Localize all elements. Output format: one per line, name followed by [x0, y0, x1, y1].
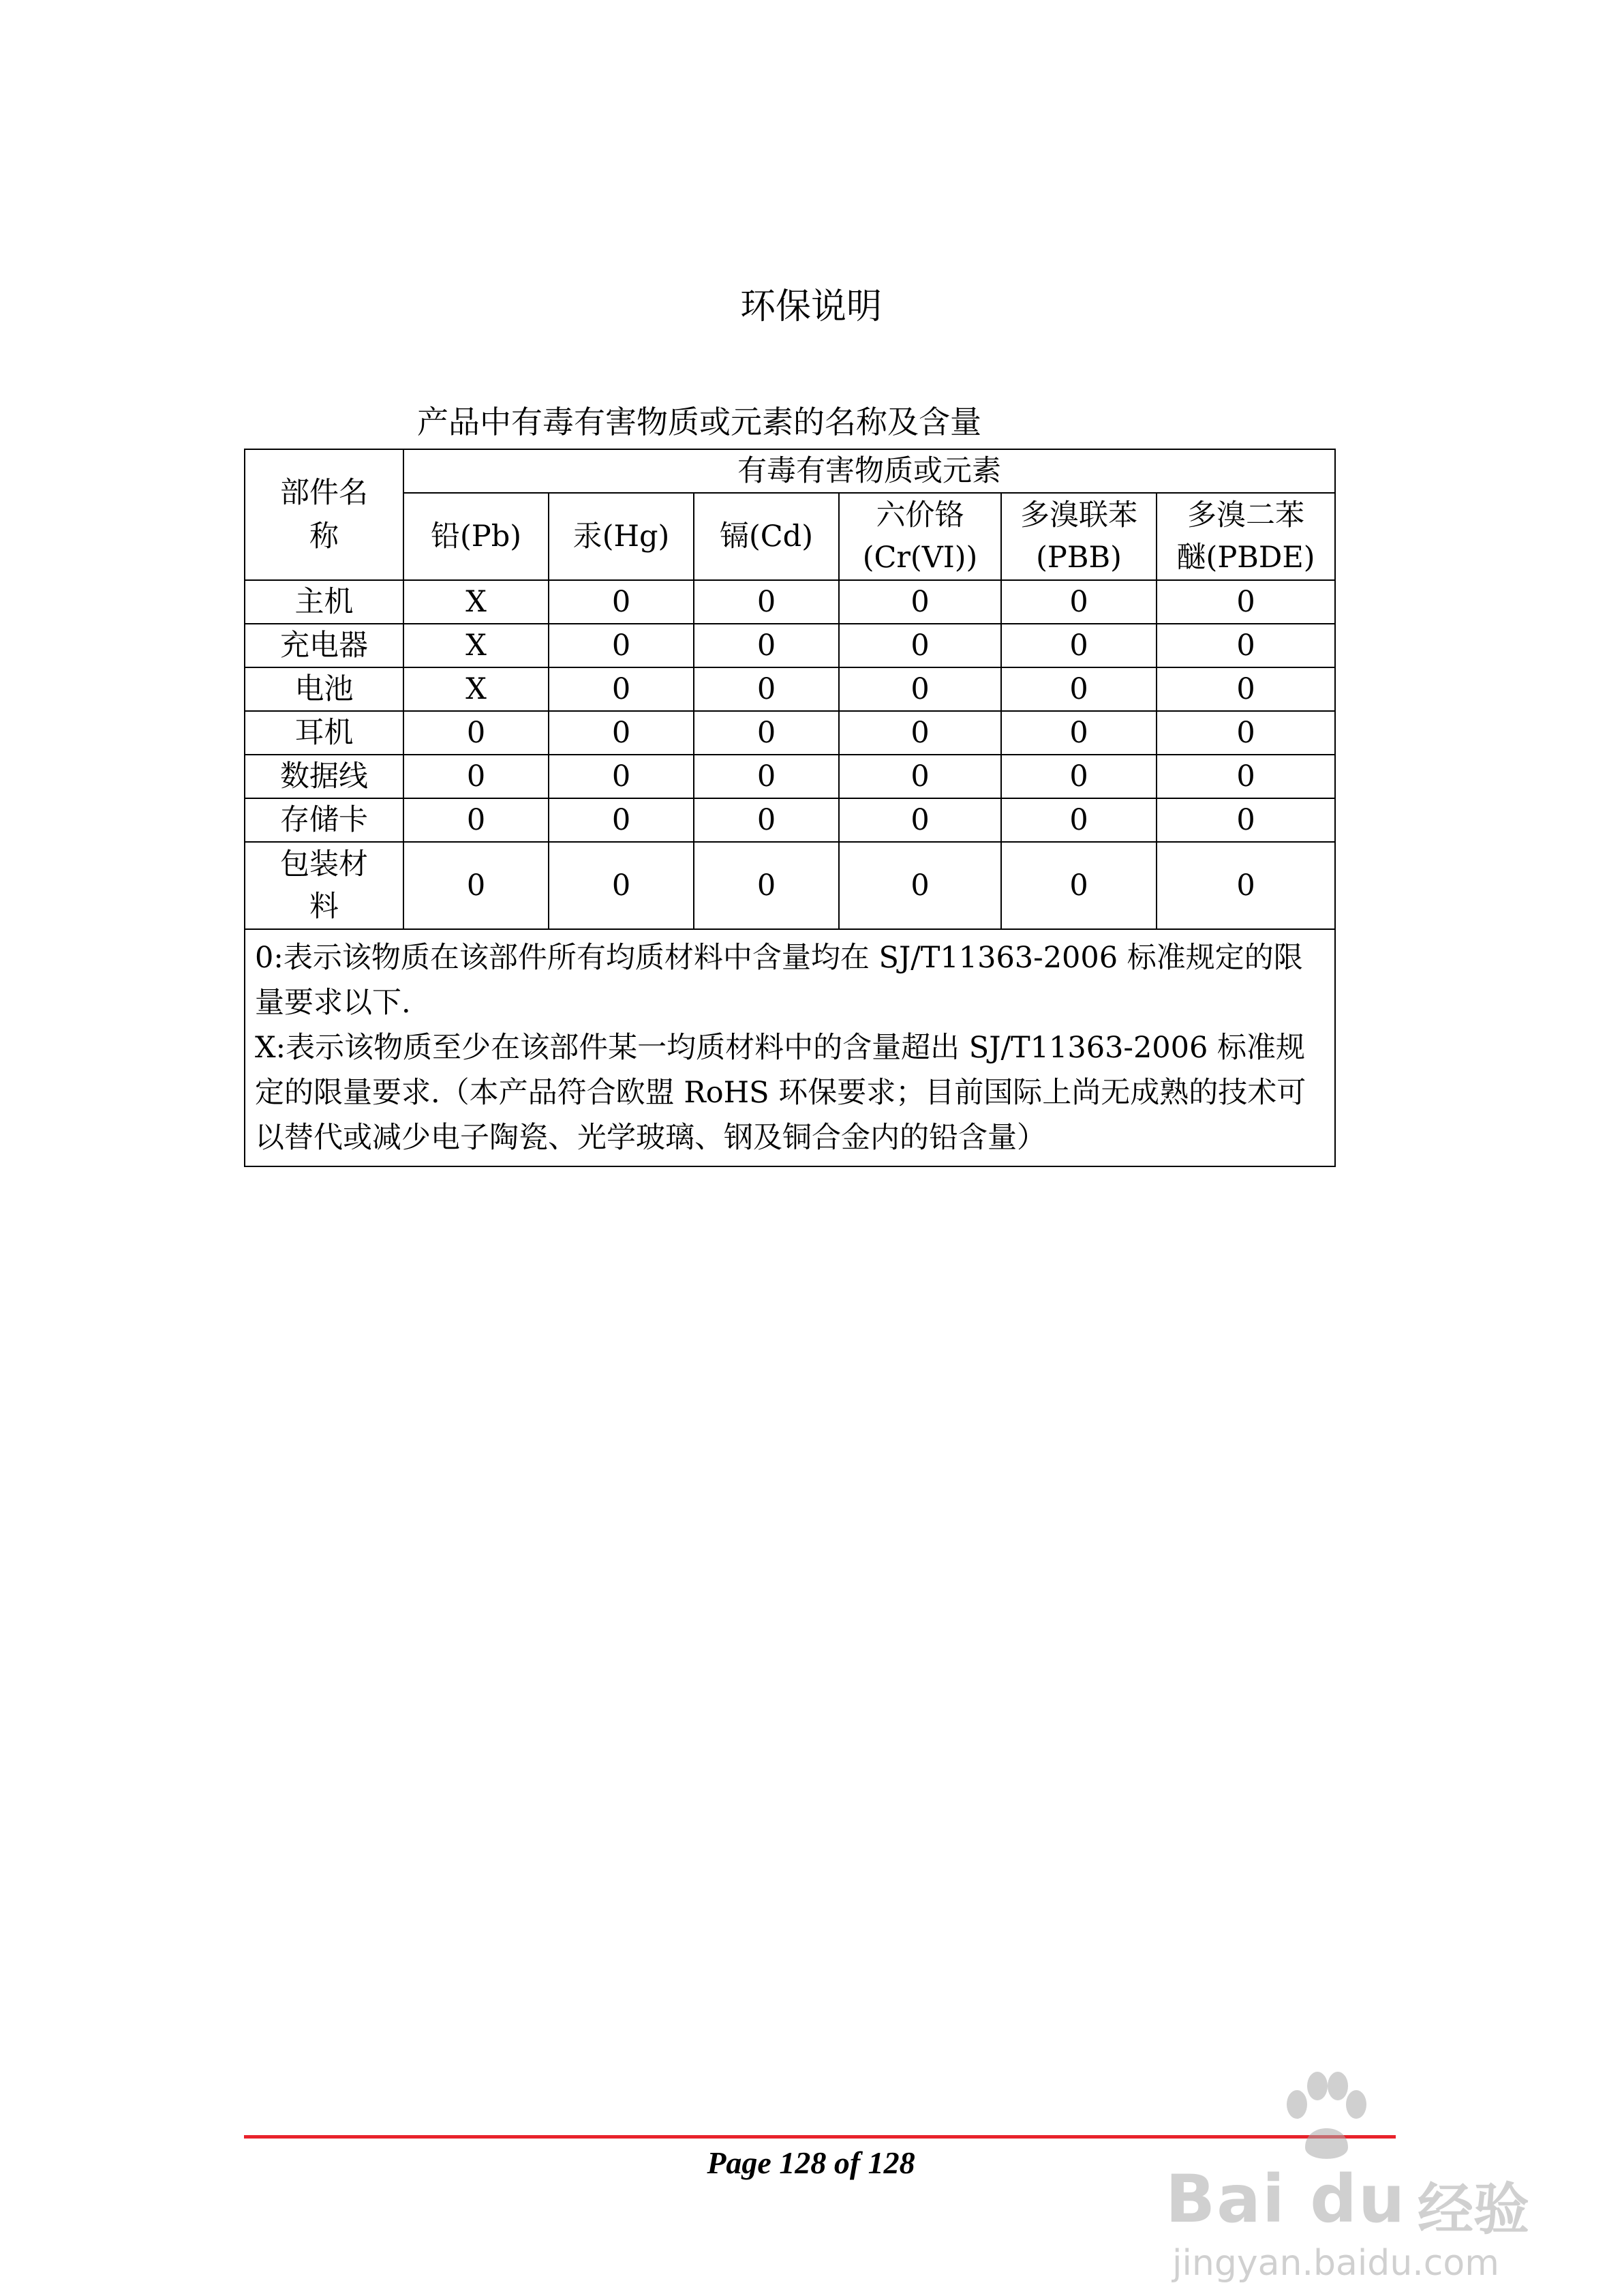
page-number: Page 128 of 128: [707, 2145, 915, 2180]
substance-value-cell: X: [403, 624, 549, 667]
substance-value-cell: 0: [549, 580, 694, 624]
substance-value-cell: 0: [403, 711, 549, 755]
substance-value-cell: 0: [694, 842, 839, 929]
substance-value-cell: 0: [403, 755, 549, 798]
substance-value-cell: 0: [549, 667, 694, 711]
substance-value-cell: X: [403, 580, 549, 624]
table-row: [245, 624, 1335, 667]
substance-value-cell: 0: [1157, 798, 1335, 842]
part-name-cell: 存储卡: [245, 798, 403, 842]
notes: [245, 929, 1335, 1166]
substance-header: 铅(Pb): [403, 493, 549, 580]
substance-group-header: 有毒有害物质或元素: [403, 449, 1335, 493]
substance-value-cell: 0: [1157, 711, 1335, 755]
substance-header: 汞(Hg): [549, 493, 694, 580]
substance-value-cell: 0: [694, 667, 839, 711]
substance-value-cell: 0: [694, 580, 839, 624]
note-x: X:表示该物质至少在该部件某一均质材料中的含量超出 SJ/T11363-2006 标准规定的限量要求.（本产品符合欧盟 RoHS 环保要求；目前国际上尚无成熟的技术可以替代或减少电子陶瓷、光学玻璃、钢及铜合金内的铅含量）: [255, 1031, 1306, 1155]
substance-value-cell: 0: [1001, 755, 1157, 798]
substance-value-cell: 0: [694, 798, 839, 842]
substance-value-cell: 0: [1157, 580, 1335, 624]
substance-header: 多溴联苯(PBB): [1001, 493, 1157, 580]
table-row: [245, 711, 1335, 755]
table-row: [245, 667, 1335, 711]
substance-value-cell: 0: [1001, 798, 1157, 842]
substance-value-cell: 0: [1001, 711, 1157, 755]
table-row: [245, 580, 1335, 624]
substance-value-cell: 0: [839, 667, 1001, 711]
substance-value-cell: 0: [1001, 842, 1157, 929]
watermark-logo: Bai du: [1165, 2161, 1407, 2237]
substance-value-cell: 0: [1157, 755, 1335, 798]
part-name-cell: 耳机: [245, 711, 403, 755]
substance-value-cell: 0: [549, 798, 694, 842]
substance-value-cell: 0: [1157, 624, 1335, 667]
substance-value-cell: 0: [549, 624, 694, 667]
substance-value-cell: 0: [1157, 842, 1335, 929]
substance-header: 镉(Cd): [694, 493, 839, 580]
substance-value-cell: 0: [549, 711, 694, 755]
substance-value-cell: 0: [839, 624, 1001, 667]
substance-header: 六价铬(Cr(VI)): [839, 493, 1001, 580]
part-name-cell: 数据线: [245, 755, 403, 798]
table-row: [245, 842, 1335, 929]
part-name-cell: 电池: [245, 667, 403, 711]
watermark-logo-cn: 经验: [1418, 2177, 1530, 2242]
substance-value-cell: 0: [694, 624, 839, 667]
note-zero: 0:表示该物质在该部件所有均质材料中含量均在 SJ/T11363-2006 标准规定的限量要求以下.: [255, 941, 1303, 1020]
part-name-cell: 主机: [245, 580, 403, 624]
table-row: [245, 755, 1335, 798]
part-name-cell: 充电器: [245, 624, 403, 667]
substance-value-cell: 0: [839, 798, 1001, 842]
substance-value-cell: 0: [839, 842, 1001, 929]
hazardous-substances-table: [244, 449, 1336, 1167]
substance-value-cell: 0: [1001, 667, 1157, 711]
part-name-header: 部件名称: [245, 449, 403, 580]
substance-value-cell: X: [403, 667, 549, 711]
substance-value-cell: 0: [1001, 580, 1157, 624]
substance-value-cell: 0: [403, 798, 549, 842]
substance-value-cell: 0: [694, 711, 839, 755]
part-name-cell: 包装材料: [245, 842, 403, 929]
substance-value-cell: 0: [549, 755, 694, 798]
substance-value-cell: 0: [1001, 624, 1157, 667]
substance-value-cell: 0: [839, 711, 1001, 755]
substance-value-cell: 0: [549, 842, 694, 929]
substance-value-cell: 0: [694, 755, 839, 798]
table-row: [245, 798, 1335, 842]
substance-header: 多溴二苯醚(PBDE): [1157, 493, 1335, 580]
baidu-watermark: [1152, 2059, 1533, 2284]
substance-value-cell: 0: [839, 755, 1001, 798]
table-caption: 产品中有毒有害物质或元素的名称及含量: [417, 404, 981, 440]
paw-icon: [1274, 2066, 1377, 2168]
substance-value-cell: 0: [839, 580, 1001, 624]
page-title: 环保说明: [739, 286, 882, 327]
watermark-url: jingyan.baidu.com: [1172, 2243, 1499, 2284]
substance-value-cell: 0: [1157, 667, 1335, 711]
substance-value-cell: 0: [403, 842, 549, 929]
